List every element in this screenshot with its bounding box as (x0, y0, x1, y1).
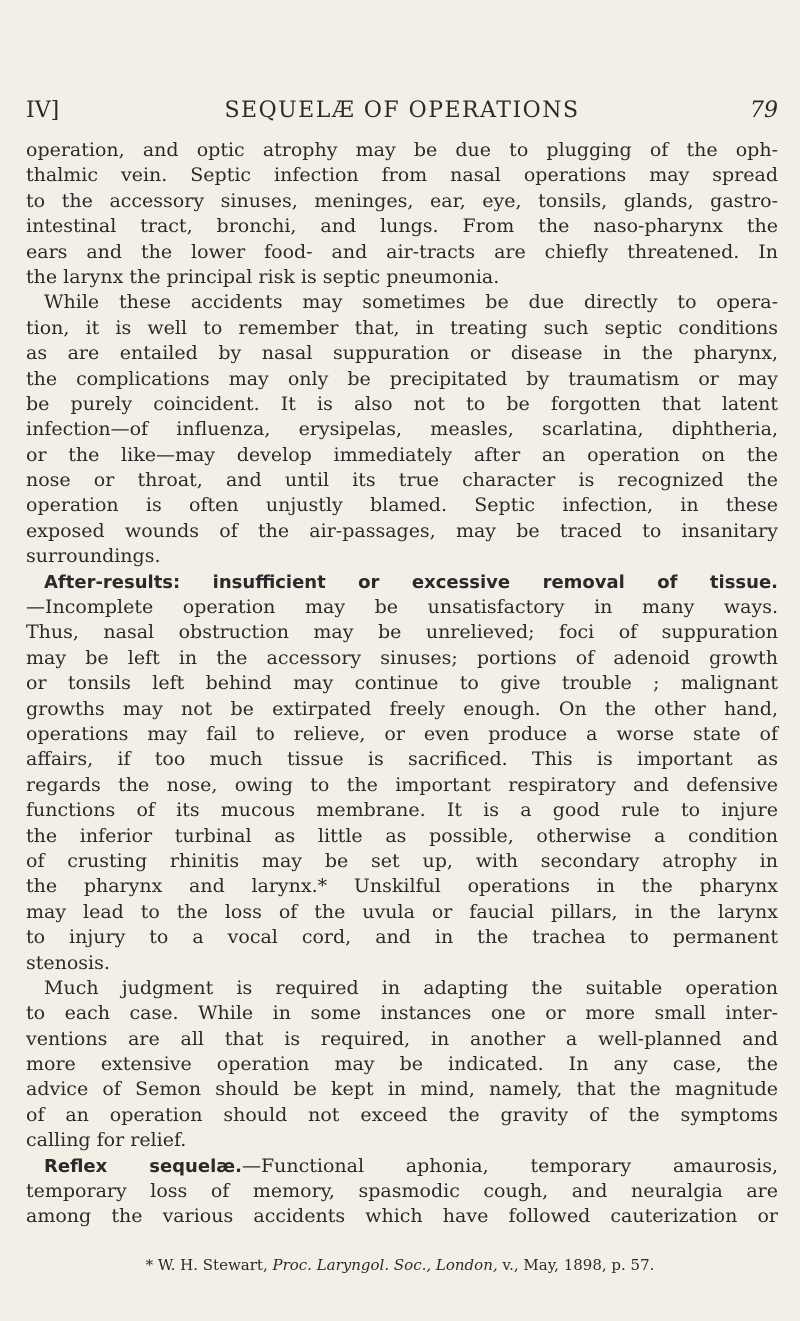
line-text: the inferior turbinal as little as possible, otherwise a condition (26, 824, 778, 847)
text-line (26, 900, 778, 925)
text-line (26, 620, 778, 645)
line-text: tion, it is well to remember that, in treating such septic conditions (26, 316, 778, 339)
text-line (26, 1103, 778, 1128)
footnote-prefix: * W. H. Stewart, (145, 1256, 273, 1274)
line-text: —Functional aphonia, temporary amaurosis, (241, 1154, 778, 1177)
line-text: as are entailed by nasal suppuration or disease in the pharynx, (26, 342, 778, 365)
line-text: more extensive operation may be indicated. In any case, the (26, 1053, 778, 1076)
text-line (26, 544, 778, 569)
text-line (26, 392, 778, 417)
text-line (26, 874, 778, 899)
line-text: surroundings. (26, 545, 161, 568)
footnote-suffix: v., May, 1898, p. 57. (497, 1256, 655, 1274)
text-line (26, 163, 778, 188)
line-text: to each case. While in some instances one or more small inter- (26, 1002, 778, 1025)
chapter-number: IV] (26, 98, 60, 123)
text-line (26, 570, 778, 595)
page-number: 79 (750, 98, 778, 123)
line-text: calling for relief. (26, 1129, 187, 1152)
line-text: the complications may only be precipitated by traumatism or may (26, 367, 778, 390)
text-line (26, 646, 778, 671)
text-line (26, 925, 778, 950)
line-text: stenosis. (26, 951, 110, 974)
line-text: intestinal tract, bronchi, and lungs. From the naso-pharynx the (26, 215, 778, 238)
text-line (26, 798, 778, 823)
text-line (26, 1128, 778, 1153)
line-text: of crusting rhinitis may be set up, with secondary atrophy in (26, 849, 778, 872)
line-text: may lead to the loss of the uvula or faucial pillars, in the larynx (26, 900, 778, 923)
line-text: advice of Semon should be kept in mind, namely, that the magnitude (26, 1078, 778, 1101)
text-line (26, 671, 778, 696)
line-text: or tonsils left behind may continue to give trouble ; malignant (26, 672, 778, 695)
text-line (26, 697, 778, 722)
text-line (26, 519, 778, 544)
text-line (26, 290, 778, 315)
line-text: nose or throat, and until its true character is recognized the (26, 469, 778, 492)
text-line (26, 265, 778, 290)
line-text: infection—of influenza, erysipelas, measles, scarlatina, diphtheria, (26, 418, 778, 441)
running-title: SEQUELÆ OF OPERATIONS (224, 98, 580, 123)
text-line (26, 1179, 778, 1204)
line-text: operation, and optic atrophy may be due to plugging of the oph- (26, 139, 778, 161)
text-line (26, 722, 778, 747)
footnote (0, 1256, 800, 1274)
line-text: growths may not be extirpated freely enough. On the other hand, (26, 697, 778, 720)
footnote-journal: Proc. Laryngol. Soc., London, (272, 1256, 498, 1274)
line-text: may be left in the accessory sinuses; portions of adenoid growth (26, 646, 778, 669)
text-line (26, 367, 778, 392)
running-header (26, 98, 778, 132)
text-line (26, 976, 778, 1001)
line-text: —Incomplete operation may be unsatisfactory in many ways. (26, 596, 778, 619)
text-line (26, 1204, 778, 1229)
line-text: of an operation should not exceed the gravity of the symptoms (26, 1103, 778, 1126)
text-line (26, 468, 778, 493)
line-text: ears and the lower food- and air-tracts are chiefly threatened. In (26, 240, 778, 263)
text-line (26, 189, 778, 214)
text-line (26, 316, 778, 341)
line-text: Thus, nasal obstruction may be unrelieved; foci of suppuration (26, 621, 778, 644)
line-text: the larynx the principal risk is septic pneumonia. (26, 265, 500, 288)
text-line (26, 493, 778, 518)
text-line (26, 417, 778, 442)
text-line (26, 240, 778, 265)
text-line (26, 1154, 778, 1179)
line-text: to injury to a vocal cord, and in the trachea to permanent (26, 926, 778, 949)
line-text: the pharynx and larynx.* Unskilful operations in the pharynx (26, 875, 778, 898)
line-text: exposed wounds of the air-passages, may be traced to insanitary (26, 519, 778, 542)
text-line (26, 951, 778, 976)
text-line (26, 747, 778, 772)
text-line (26, 214, 778, 239)
text-line (26, 595, 778, 620)
text-line (26, 1027, 778, 1052)
text-line (26, 773, 778, 798)
text-line (26, 443, 778, 468)
text-line (26, 341, 778, 366)
body-text (26, 138, 778, 1230)
line-text: among the various accidents which have followed cauterization or (26, 1205, 778, 1228)
text-line (26, 138, 778, 163)
line-text: to the accessory sinuses, meninges, ear, eye, tonsils, glands, gastro- (26, 189, 778, 212)
text-line (26, 1052, 778, 1077)
line-text: operation is often unjustly blamed. Septic infection, in these (26, 494, 778, 517)
text-line (26, 849, 778, 874)
line-text: temporary loss of memory, spasmodic cough, and neuralgia are (26, 1180, 778, 1203)
line-text: ventions are all that is required, in another a well-planned and (26, 1027, 778, 1050)
line-text: operations may fail to relieve, or even produce a worse state of (26, 722, 778, 745)
section-heading: After-results: insufficient or excessive removal of tissue. (44, 571, 778, 593)
text-line (26, 1077, 778, 1102)
line-text: or the like—may develop immediately after an operation on the (26, 443, 778, 466)
line-text: Much judgment is required in adapting the suitable operation (44, 976, 778, 999)
line-text: functions of its mucous membrane. It is a good rule to injure (26, 799, 778, 822)
line-text: be purely coincident. It is also not to be forgotten that latent (26, 392, 778, 415)
line-text: thalmic vein. Septic infection from nasal operations may spread (26, 164, 778, 187)
text-line (26, 824, 778, 849)
line-text: regards the nose, owing to the important respiratory and defensive (26, 773, 778, 796)
line-text: While these accidents may sometimes be due directly to opera- (44, 291, 778, 314)
text-line (26, 1001, 778, 1026)
section-heading: Reflex sequelæ. (44, 1155, 242, 1177)
line-text: affairs, if too much tissue is sacrificed. This is important as (26, 748, 778, 771)
